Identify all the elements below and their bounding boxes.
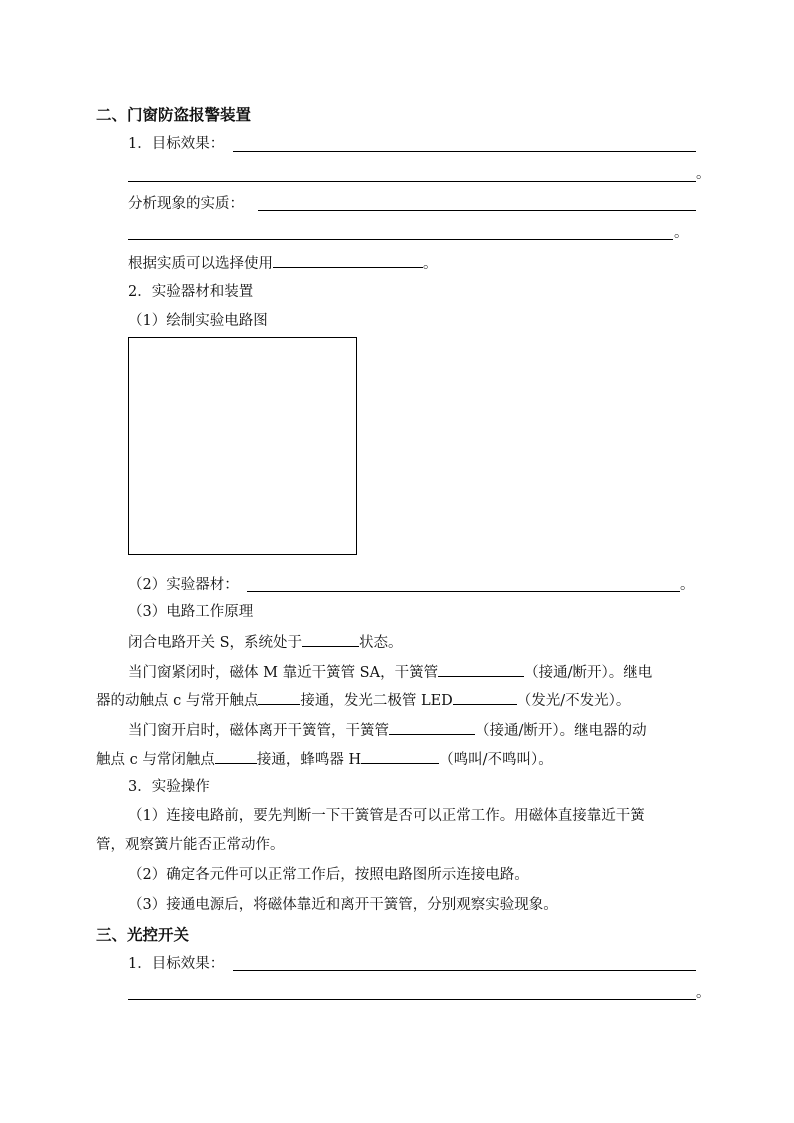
system-state-blank[interactable] bbox=[302, 631, 359, 647]
led-text: 接通，发光二极管 LED bbox=[300, 693, 453, 709]
goal-answer-line-2[interactable] bbox=[128, 181, 696, 182]
operation-step-3: （3）接通电源后，将磁体靠近和离开干簧管，分别观察实验现象。 bbox=[128, 897, 558, 913]
close-switch-text: 闭合电路开关 S，系统处于 bbox=[128, 635, 303, 651]
reed-switch-open-blank[interactable] bbox=[389, 719, 475, 735]
operation-step-1-cont: 管，观察簧片能否正常动作。 bbox=[96, 837, 285, 853]
closed-door-text-2: 器的动触点 c 与常开触点 bbox=[96, 693, 259, 709]
choose-blank[interactable] bbox=[273, 252, 423, 268]
closed-door-text-end: （接通/断开）。继电 bbox=[524, 665, 653, 681]
goal-label: 1．目标效果： bbox=[128, 136, 225, 152]
open-door-sentence bbox=[128, 719, 647, 739]
operation-step-1: （1）连接电路前，要先判断一下干簧管是否可以正常工作。用磁体直接靠近干簧 bbox=[128, 808, 645, 824]
period: 。 bbox=[696, 985, 711, 1001]
analysis-answer-line[interactable] bbox=[258, 210, 696, 211]
close-switch-sentence bbox=[128, 631, 403, 651]
draw-circuit-label: （1）绘制实验电路图 bbox=[128, 313, 268, 329]
period: 。 bbox=[423, 256, 438, 272]
open-door-text: 当门窗开启时，磁体离开干簧管，干簧管 bbox=[128, 723, 389, 739]
goal-label: 1．目标效果： bbox=[128, 956, 225, 972]
period: 。 bbox=[674, 225, 689, 241]
buzzer-options: （鸣叫/不鸣叫）。 bbox=[439, 752, 553, 768]
led-state-blank[interactable] bbox=[453, 689, 517, 705]
buzzer-text: 接通，蜂鸣器 H bbox=[256, 752, 362, 768]
circuit-drawing-box[interactable] bbox=[128, 337, 357, 555]
analysis-label: 分析现象的实质： bbox=[128, 196, 244, 212]
closed-door-sentence-2 bbox=[96, 689, 630, 709]
normally-closed-contact-blank[interactable] bbox=[215, 748, 257, 764]
goal-answer-line-2[interactable] bbox=[128, 999, 696, 1000]
operation-title: 3．实验操作 bbox=[128, 779, 210, 795]
choose-text: 根据实质可以选择使用 bbox=[128, 256, 273, 272]
reed-switch-closed-blank[interactable] bbox=[438, 661, 524, 677]
period: 。 bbox=[696, 166, 711, 182]
equipment-label: （2）实验器材： bbox=[128, 577, 239, 593]
open-door-text-end: （接通/断开）。继电器的动 bbox=[475, 723, 647, 739]
goal-answer-line[interactable] bbox=[233, 151, 696, 152]
period: 。 bbox=[680, 577, 695, 593]
closed-door-sentence bbox=[128, 661, 652, 681]
close-switch-text-end: 状态。 bbox=[359, 635, 403, 651]
principle-title: （3）电路工作原理 bbox=[128, 604, 254, 620]
goal-answer-line[interactable] bbox=[233, 970, 696, 971]
open-door-text-2: 触点 c 与常闭触点 bbox=[96, 752, 215, 768]
open-door-sentence-2 bbox=[96, 748, 553, 768]
closed-door-text: 当门窗紧闭时，磁体 M 靠近干簧管 SA，干簧管 bbox=[128, 665, 439, 681]
normally-open-contact-blank[interactable] bbox=[258, 689, 300, 705]
choose-sentence bbox=[128, 252, 438, 272]
buzzer-state-blank[interactable] bbox=[361, 748, 439, 764]
materials-title: 2．实验器材和装置 bbox=[128, 284, 254, 300]
section-heading: 二、门窗防盗报警装置 bbox=[96, 106, 252, 124]
analysis-answer-line-2[interactable] bbox=[128, 239, 673, 240]
equipment-answer-line[interactable] bbox=[247, 591, 680, 592]
section-heading: 三、光控开关 bbox=[96, 926, 190, 944]
led-options: （发光/不发光）。 bbox=[516, 693, 631, 709]
operation-step-2: （2）确定各元件可以正常工作后，按照电路图所示连接电路。 bbox=[128, 867, 529, 883]
